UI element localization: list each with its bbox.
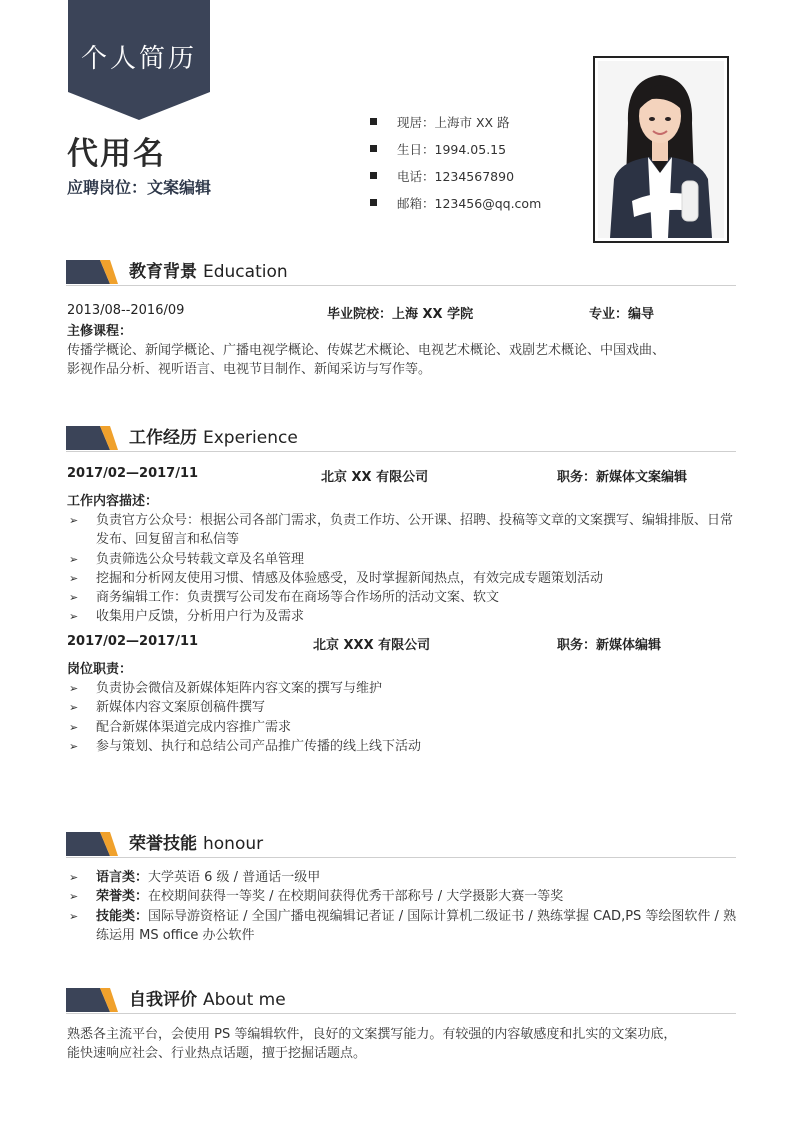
section-divider [66, 451, 736, 452]
section-title-about: 自我评价 About me [129, 990, 286, 1010]
list-item: ➢ 参与策划、执行和总结公司产品推广传播的线上线下活动 [67, 737, 737, 756]
section-title-honour: 荣誉技能 honour [129, 834, 264, 854]
list-item: ➢ 收集用户反馈，分析用户行为及需求 [67, 607, 737, 626]
list-item: ➢ 负责协会微信及新媒体矩阵内容文案的撰写与维护 [67, 679, 737, 698]
job-role: 职务：新媒体编辑 [557, 638, 662, 653]
list-item: ➢ 荣誉类：在校期间获得一等奖 / 在校期间获得优秀干部称号 / 大学摄影大赛一等奖 [67, 887, 737, 906]
list-item: ➢ 技能类：国际导游资格证 / 全国广播电视编辑记者证 / 国际计算机二级证书 / 熟练掌握 CAD,PS 等绘图软件 / 熟练运用 MS office 办公软件 [67, 907, 737, 946]
education-major: 专业：编导 [589, 307, 655, 322]
job-row-2 [67, 634, 727, 654]
bullet-square-icon [370, 172, 377, 179]
bullet-square-icon [370, 199, 377, 206]
education-row [67, 303, 727, 323]
contact-list [370, 108, 541, 216]
courses-line-1: 传播学概论、新闻学概论、广播电视学概论、传媒艺术概论、电视艺术概论、戏剧艺术概论、中国戏曲、 [67, 343, 666, 358]
list-item: ➢ 负责筛选公众号转载文章及名单管理 [67, 550, 737, 569]
section-header-experience [66, 421, 736, 453]
list-item: ➢ 挖掘和分析网友使用习惯、情感及体验感受，及时掌握新闻热点，有效完成专题策划活动 [67, 569, 737, 588]
section-divider [66, 1013, 736, 1014]
section-title-experience: 工作经历 Experience [129, 428, 298, 448]
contact-birthday: 生日：1994.05.15 [370, 135, 541, 162]
job-desc-label: 工作内容描述： [67, 494, 159, 509]
section-tab-icon [66, 988, 118, 1012]
bullet-square-icon [370, 118, 377, 125]
contact-address: 现居：上海市 XX 路 [370, 108, 541, 135]
profile-photo-frame [593, 56, 729, 243]
job-desc-label: 岗位职责： [67, 662, 133, 677]
about-line-2: 能快速响应社会、行业热点话题，擅于挖掘话题点。 [67, 1046, 367, 1061]
section-divider [66, 285, 736, 286]
job-date: 2017/02—2017/11 [67, 466, 199, 481]
job-duties-list-1 [67, 511, 737, 627]
education-school: 毕业院校：上海 XX 学院 [327, 307, 474, 322]
section-header-education [66, 255, 736, 287]
candidate-name: 代用名 [67, 136, 166, 172]
job-row-1 [67, 466, 727, 486]
job-company: 北京 XX 有限公司 [321, 470, 429, 485]
section-divider [66, 857, 736, 858]
profile-photo [598, 61, 724, 238]
applied-position: 应聘岗位：文案编辑 [67, 178, 212, 197]
list-item: ➢ 语言类：大学英语 6 级 / 普通话一级甲 [67, 868, 737, 887]
courses-line-2: 影视作品分析、视听语言、电视节目制作、新闻采访与写作等。 [67, 362, 432, 377]
job-company: 北京 XXX 有限公司 [313, 638, 431, 653]
courses-label: 主修课程： [67, 324, 133, 339]
bullet-square-icon [370, 145, 377, 152]
list-item: ➢ 负责官方公众号：根据公司各部门需求，负责工作坊、公开课、招聘、投稿等文章的文案撰写、编辑排版、日常发布、回复留言和私信等 [67, 511, 737, 550]
honour-list [67, 868, 737, 945]
job-duties-list-2 [67, 679, 737, 756]
list-item: ➢ 商务编辑工作：负责撰写公司发布在商场等合作场所的活动文案、软文 [67, 588, 737, 607]
section-header-about [66, 983, 736, 1015]
section-tab-icon [66, 832, 118, 856]
section-tab-icon [66, 426, 118, 450]
education-date: 2013/08--2016/09 [67, 303, 185, 318]
section-tab-icon [66, 260, 118, 284]
section-header-honour [66, 827, 736, 859]
list-item: ➢ 新媒体内容文案原创稿件撰写 [67, 698, 737, 717]
job-role: 职务：新媒体文案编辑 [557, 470, 688, 485]
list-item: ➢ 配合新媒体渠道完成内容推广需求 [67, 718, 737, 737]
job-date: 2017/02—2017/11 [67, 634, 199, 649]
resume-banner [68, 0, 210, 120]
banner-title: 个人简历 [80, 44, 197, 74]
contact-email: 邮箱：123456@qq.com [370, 189, 541, 216]
section-title-education: 教育背景 Education [129, 262, 288, 282]
contact-phone: 电话：1234567890 [370, 162, 541, 189]
about-line-1: 熟悉各主流平台，会使用 PS 等编辑软件，良好的文案撰写能力。有较强的内容敏感度和扎实的文案功底， [67, 1027, 677, 1042]
